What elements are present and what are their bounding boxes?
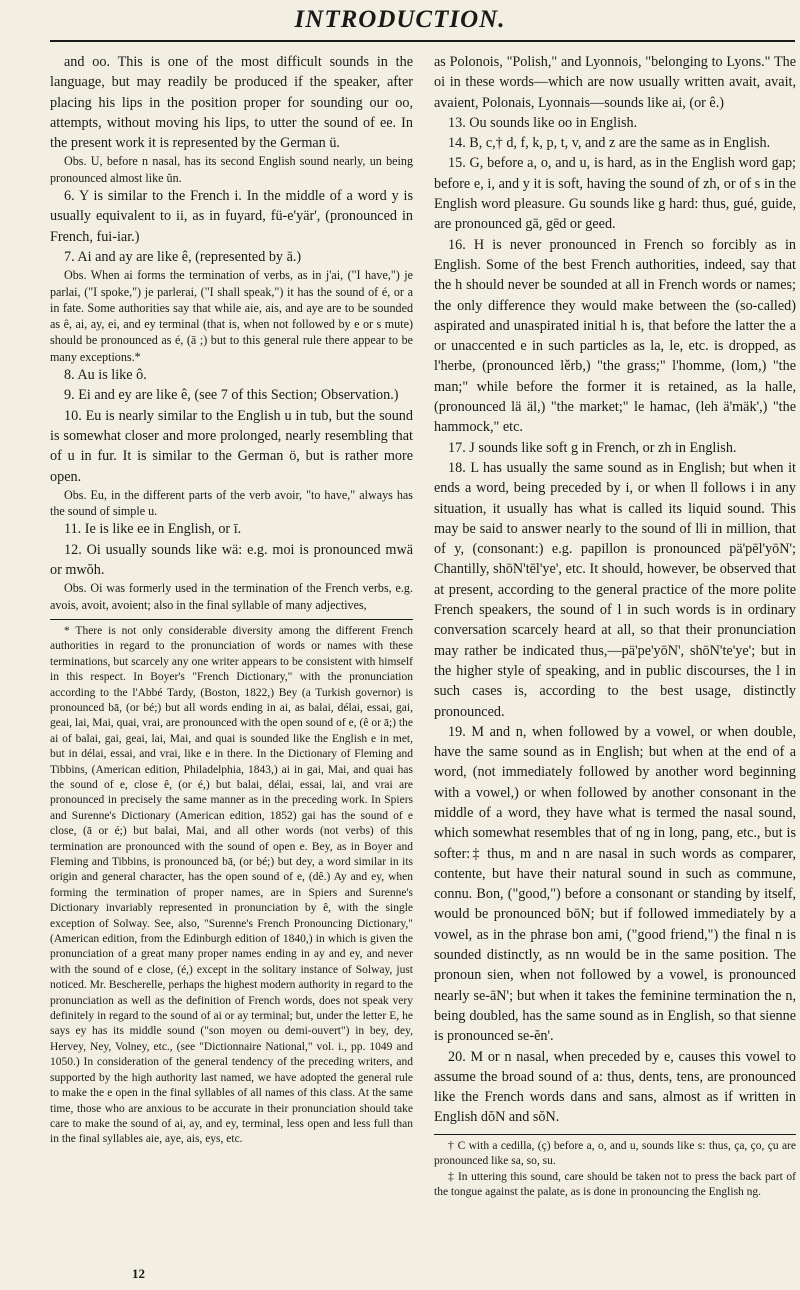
paragraph: 12. Oi usually sounds like wä: e.g. moi is pronounced mwä or mwŏh. (50, 541, 413, 579)
observation: Obs. Eu, in the different parts of the verb avoir, "to have," always has the sound of simple u. (50, 487, 413, 519)
page-number: 12 (132, 1266, 145, 1281)
paragraph: 15. G, before a, o, and u, is hard, as in the English word gap; before e, i, and y it is soft, having the sound of zh, or of s in the English word pleasure. Gu sounds like g hard: thus, gué, guide, are pronounced gā, gēd or geed. (434, 155, 796, 233)
paragraph: 8. Au is like ô. (64, 367, 147, 384)
paragraph: 20. M or n nasal, when preceded by e, causes this vowel to assume the broad sound of a: thus, dents, tens, are pronounced like the French words dans and sans, almost as if written in English dŏN and sŏN. (434, 1048, 796, 1126)
paragraph: 16. H is never pronounced in French so forcibly as in English. Some of the best French authorities, indeed, say that the h should never be sounded at all in French words or names; the only difference they would make between the (so-called) aspirated and unaspirated initial h is, that before the latter the a or unaccented e in such particles as la, le, etc. is dropped, as l'herbe, (pronounced lěrb,) "the grass;" l'homme, (lom,) "the man;" while before the former it is retained, as la halle, (pronounced lä äl,) "the market;" le hamac, (leh ä'mäk',) "the hammock," etc. (434, 236, 796, 436)
footnote: * There is not only considerable diversity among the different French authorities in regard to the pronunciation of words or names with these terminations, but scarcely any one writer appears to be consistent with himself in this respect. In Boyer's "French Dictionary," with the pronunciation according to the l'Abbé Tardy, (Boston, 1822,) Bey (a Turkish governor) is pronounced bā, (or bé;) but all words ending in ai, as balai, délai, essai, gai, geai, lai, Mai, quai, vrai, are pronounced with the open sound of e, (ê or ā;) the ai of balai, gai, geai, lai, Mai, and quai is sounded like the English e in met, but in délai, essai, and vrai, like e in there. In the Dictionary of Fleming and Tibbins, (American edition, Philadelphia, 1843,) ai in gai, Mai, and quai has the sound of e, close ê, (or é,) but balai, délai, essai, lai, and vrai are pronounced in precisely the same manner as in the preceding work. In Spiers and Surenne's Dictionary (American edition, 1852) gai has the sound of e close, (ā or é;) but balai, Mai, and all other words (not verbs) of this termination are pronounced with the sound of open e. Bey, as in Boyer and Fleming and Tibbins, is pronounced bā, (or bé;) but dey, a word similar in its origin and general character, has the open sound of e, (dê.) Ay and ey, when forming the termination of proper names, are in Spiers and Surenne's Dictionary invariably represented in pronunciation by ê, with the single exception of Solway. See, also, "Surenne's French Pronouncing Dictionary,"(American edition, from the Edinburgh edition of 1840,) in which is given the pronunciation of a great many proper names ending in ay and ey, and never with the sound of e close, (é,) except in the solitary instance of Solway, just noticed. Mr. Bescherelle, perhaps the highest modern authority in regard to the pronunciation as well as the definition of French words, does not speak very definitely in regard to the sound of ai or ay terminal; but, under the letter E, he says ey has its middle sound ("son moyen ou demi-ouvert") in bey, dey, Hervey, Ney, Volney, etc., (see "Dictionnaire National," vol. i., pp. 1049 and 1050.) In consideration of the general tendency of the preceding writers, and supported by the high authority last named, we have adopted the general rule to make the e open in the final syllables of all names of this class. At the same time, those who are anxious to be accurate in their pronunciation should take care to make the sound of ai, ay, and ey, terminal, less open and less full than in the final syllables aie, aye, ais, eys, etc. (50, 624, 413, 1146)
observation: Obs. When ai forms the termination of verbs, as in j'ai, ("I have,") je parlai, ("I spoke,") je parlerai, ("I shall speak,") it has the sound of é, or a in fate. Some authorities say that while aie, ais, and aye are to be sounded as ê, ai, ay, ei, and ey terminal (that is, when not followed by e or s mute) should be pronounced as é, (ā ;) but to this general rule there appear to be many exceptions.* (50, 268, 413, 364)
paragraph: as Polonois, "Polish," and Lyonnois, "belonging to Lyons." The oi in these words—which are now usually written avait, avait, avaient, Polonais, Lyonnais—sounds like ai, (or ê.) (434, 54, 796, 111)
paragraph: 18. L has usually the same sound as in English; but when it ends a word, being preceded by i, or when ll follows i in any situation, it usually has what is called its liquid sound. This may be said to answer nearly to the sound of lli in million, that of y, (consonant:) e.g. papillon is pronounced pä'pēl'yōN'; Chantilly, shōN'tēl'ye', etc. It should, however, be observed that at present, according to the general practice of the more polite French speakers, the sound of l in such words is in ordinary conversation scarcely heard at all, so that their pronunciation may rather be indicated thus,—pä'pe'yōN', shōN'te'ye'; but in the higher style of speaking, and in public discourses, the l in such cases is, according to the best usage, distinctly pronounced. (434, 459, 796, 720)
paragraph: 17. J sounds like soft g in French, or zh in English. (448, 439, 737, 456)
header-rule (50, 40, 795, 42)
paragraph: 14. B, c,† d, f, k, p, t, v, and z are the same as in English. (448, 135, 771, 152)
right-column (434, 52, 796, 1200)
paragraph: 13. Ou sounds like oo in English. (448, 114, 638, 131)
left-column (50, 52, 413, 1148)
footnote-rule (50, 619, 413, 620)
paragraph: 7. Ai and ay are like ê, (represented by ā.) (64, 248, 302, 265)
running-title: INTRODUCTION. (294, 6, 506, 33)
observation: Obs. Oi was formerly used in the termination of the French verbs, e.g. avois, avoit, avoient; also in the final syllable of many adjectives, (50, 581, 413, 612)
footnote: ‡ In uttering this sound, care should be taken not to press the back part of the tongue against the palate, as is done in pronouncing the English ng. (434, 1170, 796, 1198)
paragraph: 10. Eu is nearly similar to the English u in tub, but the sound is somewhat closer and more prolonged, nearly resembling that of u in fur. It is similar to the German ö, but is rather more open. (50, 407, 413, 485)
observation: Obs. U, before n nasal, has its second English sound nearly, un being pronounced almost like ŭn. (50, 154, 413, 185)
footnote-rule (434, 1134, 796, 1135)
footnote: † C with a cedilla, (ç) before a, o, and u, sounds like s: thus, ça, ço, çu are pronounced like sa, so, su. (434, 1139, 796, 1168)
paragraph: 19. M and n, when followed by a vowel, or when double, have the same sound as in English; but when at the end of a word, (not immediately followed by another word beginning with a vowel,) or when followed by another consonant in the middle of a word, they have what is termed the nasal sound, which somewhat resembles that of ng in long, pang, etc., but is softer:‡ thus, m and n are nasal in such words as comparer, contente, but have their natural sound in such as commune, connu. Bon, ("good,") before a consonant or standing by itself, would be pronounced bōN; but if followed immediately by a vowel, as in the phrase bon ami, ("good friend,") the final n is sounded distinctly, as nn would be in the same position. The pronoun sien, when not followed by a vowel, is pronounced nearly se-āN'; but when it takes the feminine termination the n, being doubled, has the same sound as in English, so that sienne is pronounced se-ĕn'. (434, 723, 796, 1045)
paragraph: 6. Y is similar to the French i. In the middle of a word y is usually equivalent to ii, as in fuyard, fü-e'yär', (pronounced in French, fui-iar.) (50, 188, 413, 245)
paragraph: 9. Ei and ey are like ê, (see 7 of this Section; Observation.) (64, 387, 399, 404)
paragraph: 11. Ie is like ee in English, or ī. (64, 521, 242, 538)
paragraph: and oo. This is one of the most difficult sounds in the language, but may readily be produced if the speaker, after placing his lips in the position proper for sounding our oo, attempts, without moving his lips, to utter the sound of ee. In the present work it is represented by the German ü. (50, 54, 413, 152)
